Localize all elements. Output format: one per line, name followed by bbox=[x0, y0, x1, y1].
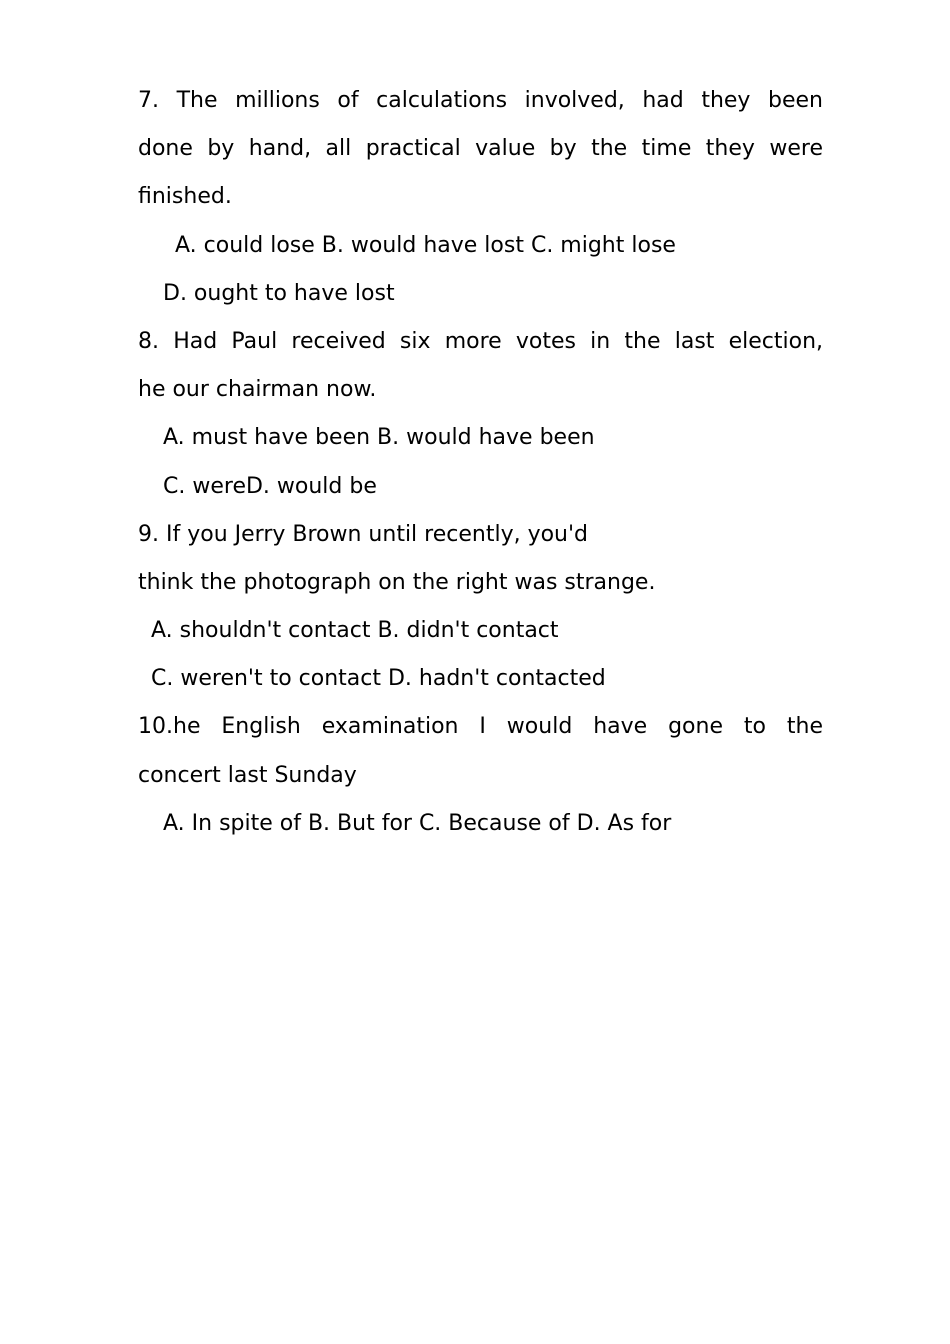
question-10-line-2 bbox=[138, 752, 823, 800]
question-stem-text: If you Jerry Brown until recently, you'd bbox=[166, 521, 589, 547]
question-7-options-2 bbox=[138, 270, 823, 318]
question-number: 9. bbox=[138, 521, 159, 547]
question-number: 10. bbox=[138, 714, 173, 740]
question-9-line-1 bbox=[138, 511, 823, 559]
question-stem-text: finished. bbox=[138, 184, 232, 210]
question-stem-text: done by hand, all practical value by the time they were bbox=[138, 136, 823, 162]
question-7-line-3 bbox=[138, 173, 823, 221]
question-8-options-2 bbox=[138, 463, 823, 511]
question-9-options-2 bbox=[138, 655, 823, 703]
answer-options: C. wereD. would be bbox=[163, 473, 377, 499]
question-stem-text: concert last Sunday bbox=[138, 762, 357, 788]
question-10-options-1 bbox=[138, 800, 823, 848]
answer-options: A. could lose B. would have lost C. might lose bbox=[175, 232, 676, 258]
answer-options: D. ought to have lost bbox=[163, 280, 395, 306]
answer-options: A. In spite of B. But for C. Because of D. As for bbox=[163, 810, 672, 836]
answer-options: C. weren't to contact D. hadn't contacted bbox=[151, 666, 606, 692]
question-10-line-1 bbox=[138, 703, 823, 751]
question-7-line-1 bbox=[138, 77, 823, 125]
answer-options: A. must have been B. would have been bbox=[163, 425, 595, 451]
question-stem-text: Had Paul received six more votes in the last election, bbox=[173, 328, 823, 354]
question-stem-text: think the photograph on the right was strange. bbox=[138, 569, 656, 595]
question-9-line-2 bbox=[138, 559, 823, 607]
question-7-line-2 bbox=[138, 125, 823, 173]
question-8-line-1 bbox=[138, 318, 823, 366]
question-stem-text: he English examination I would have gone to the bbox=[173, 714, 823, 740]
document-page bbox=[138, 77, 823, 848]
question-number: 8. bbox=[138, 328, 159, 354]
question-number: 7. bbox=[138, 88, 159, 113]
question-7-options-1 bbox=[138, 222, 823, 270]
question-9-options-1 bbox=[138, 607, 823, 655]
question-8-options-1 bbox=[138, 414, 823, 462]
question-stem-text: The millions of calculations involved, had they been bbox=[176, 88, 823, 113]
question-8-line-2 bbox=[138, 366, 823, 414]
question-stem-text: he our chairman now. bbox=[138, 377, 377, 403]
answer-options: A. shouldn't contact B. didn't contact bbox=[151, 618, 559, 644]
